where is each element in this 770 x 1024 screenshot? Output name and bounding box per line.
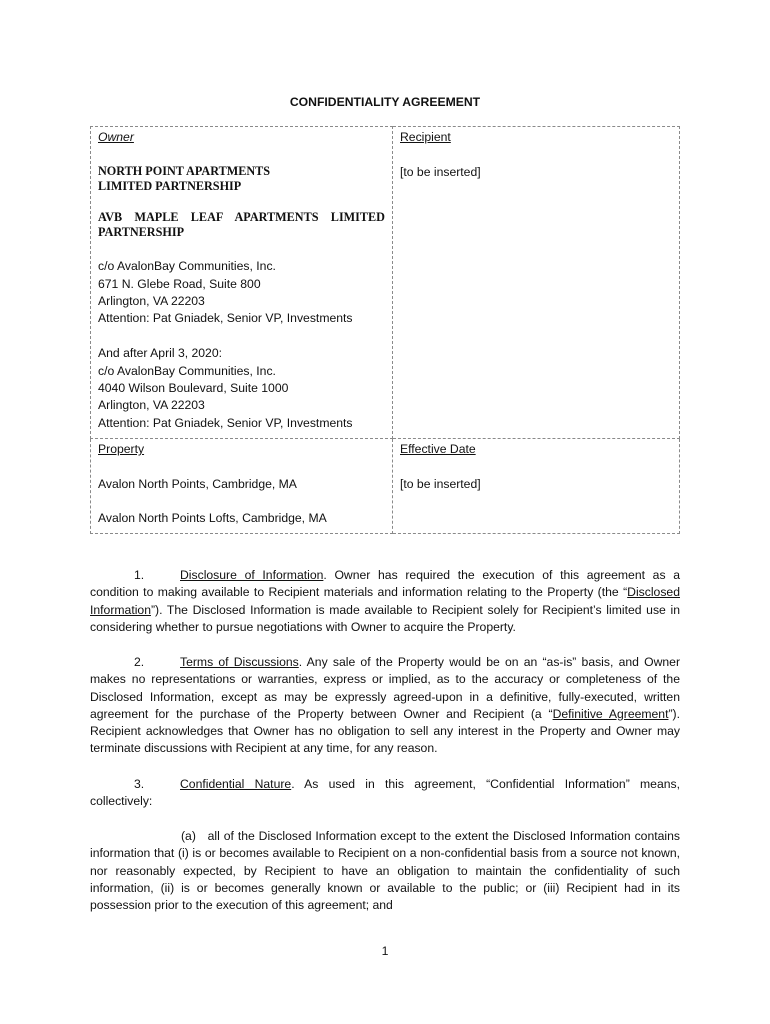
owner-address-line: c/o AvalonBay Communities, Inc. — [98, 259, 276, 274]
owner-entity-2-line-2: PARTNERSHIP — [98, 225, 185, 240]
page-number: 1 — [381, 944, 389, 958]
effective-date-cell — [393, 438, 680, 533]
defined-term: Definitive Agreement — [552, 706, 669, 721]
document-title: CONFIDENTIALITY AGREEMENT — [289, 95, 481, 109]
spacer — [98, 240, 385, 258]
spacer — [98, 327, 385, 345]
property-item: Avalon North Points Lofts, Cambridge, MA — [98, 510, 327, 525]
owner-address-after-line: Attention: Pat Gniadek, Senior VP, Investments — [98, 415, 353, 430]
owner-entity-1-line-1: NORTH POINT APARTMENTS — [98, 164, 271, 179]
section-heading: Confidential Nature — [180, 777, 292, 791]
property-row — [91, 438, 680, 533]
section-text: . As used in this agreement, “Confidential Information” means, collectively: — [90, 777, 680, 809]
owner-address-line: 671 N. Glebe Road, Suite 800 — [98, 276, 261, 291]
effective-date-header: Effective Date — [400, 441, 476, 456]
section-3-paragraph — [90, 776, 680, 811]
owner-address-line: Attention: Pat Gniadek, Senior VP, Investments — [98, 311, 353, 326]
recipient-value: [to be inserted] — [400, 165, 481, 180]
section-text: ”). Recipient acknowledges that Owner has no obligation to sell any interest in the Property and Owner may terminate discussions with Recipient at any time, for any reason. — [90, 706, 680, 756]
section-text: ”). The Disclosed Information is made available to Recipient solely for Recipient’s limited use in considering whether to pursue negotiations with Owner to acquire the Property. — [90, 602, 680, 634]
section-1-paragraph — [90, 567, 680, 636]
spacer — [98, 494, 385, 510]
owner-address-line: Arlington, VA 22203 — [98, 293, 205, 308]
property-cell — [91, 438, 393, 533]
owner-cell — [91, 127, 393, 439]
spacer — [98, 194, 385, 210]
parties-table — [90, 126, 680, 534]
owner-address-after-line: Arlington, VA 22203 — [98, 398, 205, 413]
owner-entity-2-line-1: AVB MAPLE LEAF APARTMENTS LIMITED — [98, 210, 385, 225]
subsection-text: all of the Disclosed Information except to the extent the Disclosed Information contains information that (i) is or becomes available to Recipient on a non-confidential basis from a source not known, nor reasonably expected, by Recipient to have an obligation to maintain the confidentiality of such information, (ii) is or becomes generally known or available to the public; or (iii) Recipient had in its possession prior to the execution of this agreement; and — [90, 829, 680, 913]
subsection-label: (a) — [181, 829, 196, 843]
section-number: 3. — [134, 777, 145, 791]
section-text: . Owner has required the execution of this agreement as a condition to making available to Recipient materials and information relating to the Property (the “ — [90, 568, 681, 600]
section-heading: Terms of Discussions — [180, 655, 299, 669]
property-header: Property — [98, 441, 145, 456]
recipient-cell — [393, 127, 680, 439]
section-3a-paragraph — [90, 828, 680, 914]
recipient-header: Recipient — [400, 130, 451, 144]
section-number: 2. — [134, 655, 145, 669]
defined-term: Disclosed Information — [90, 585, 680, 617]
owner-address-after-line: c/o AvalonBay Communities, Inc. — [98, 363, 276, 378]
section-heading: Disclosure of Information — [180, 568, 324, 582]
owner-entity-1-line-2: LIMITED PARTNERSHIP — [98, 179, 242, 194]
owner-address-after-line: 4040 Wilson Boulevard, Suite 1000 — [98, 381, 289, 396]
parties-row — [91, 127, 680, 439]
owner-header: Owner — [98, 130, 134, 144]
section-2-paragraph — [90, 654, 680, 758]
section-number: 1. — [134, 568, 145, 582]
owner-address-after-line: And after April 3, 2020: — [98, 346, 222, 361]
section-text: . Any sale of the Property would be on an “as-is” basis, and Owner makes no representations or warranties, express or implied, as to the accuracy or completeness of the Disclosed Information, except as may be expressly agreed-upon in a definitive, fully-executed, written agreement for the purchase of the Property between Owner and Recipient (a “ — [90, 655, 681, 721]
effective-date-value: [to be inserted] — [400, 477, 481, 492]
property-item: Avalon North Points, Cambridge, MA — [98, 477, 297, 492]
